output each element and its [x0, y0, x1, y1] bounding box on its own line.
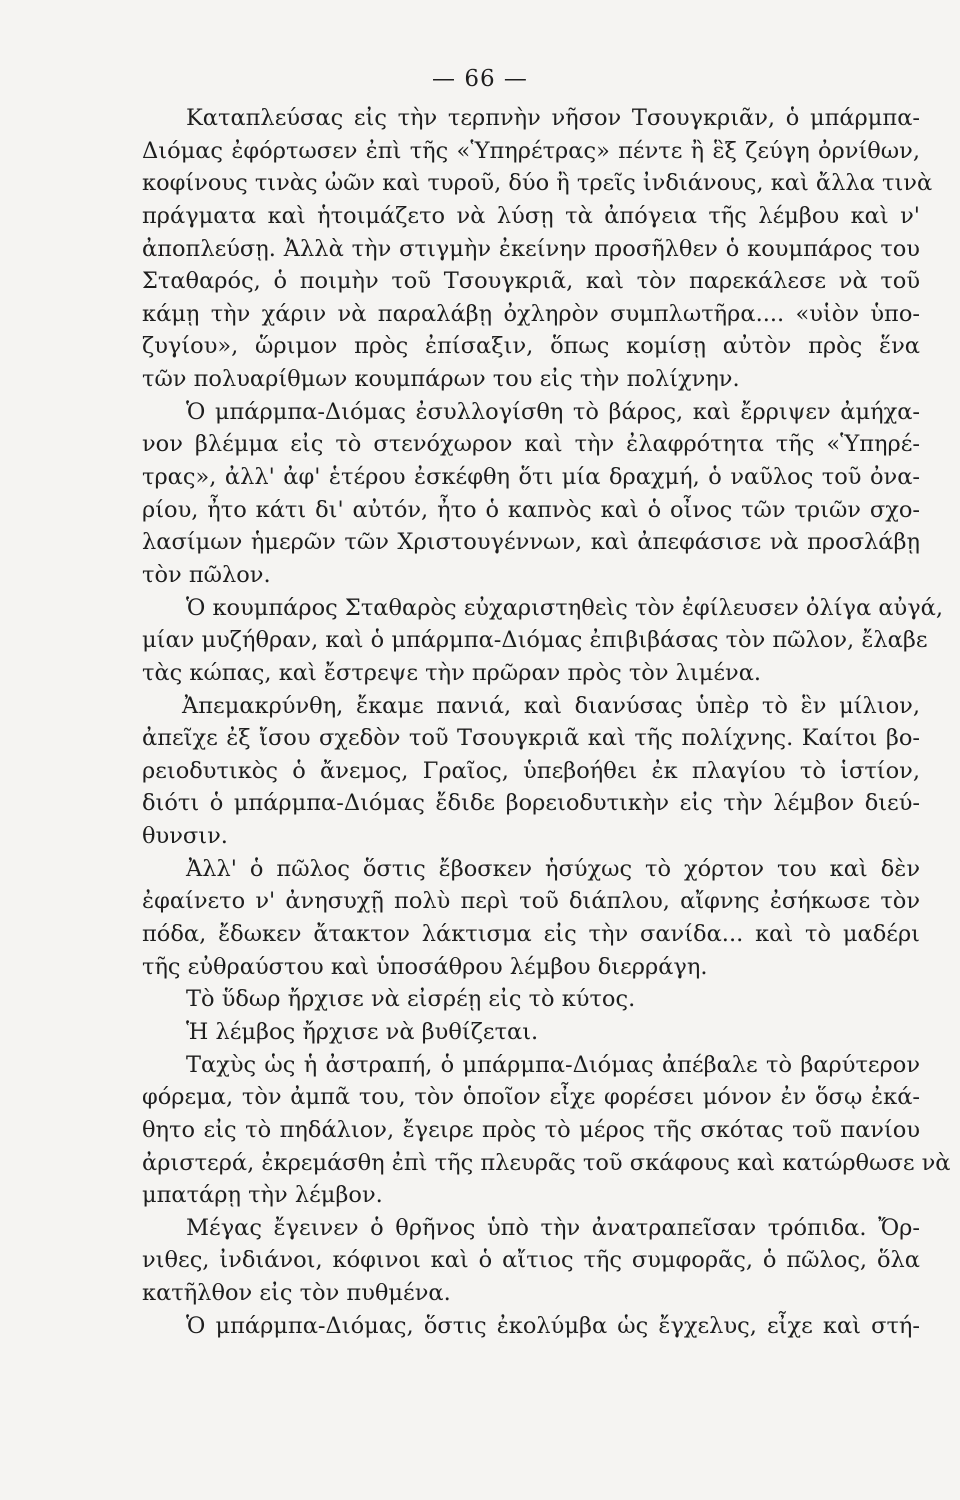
text-line: κάμῃ τὴν χάριν νὰ παραλάβῃ ὀχληρὸν συμπλωτῆρα.... «υἱὸν ὑπο- — [142, 300, 920, 327]
text-line: κοφίνους τινὰς ὠῶν καὶ τυροῦ, δύο ἢ τρεῖς ἰνδιάνους, καὶ ἄλλα τινὰ — [142, 170, 933, 197]
text-line: φόρεμα, τὸν ἀμπᾶ του, τὸν ὁποῖον εἶχε φορέσει μόνον ἐν ὅσῳ ἐκά- — [142, 1084, 920, 1111]
text-line: μίαν μυζήθραν, καὶ ὁ μπάρμπα-Διόμας ἐπιβιβάσας τὸν πῶλον, ἔλαβε — [142, 627, 928, 654]
text-line: νιθες, ἰνδιάνοι, κόφινοι καὶ ὁ αἴτιος τῆς συμφορᾶς, ὁ πῶλος, ὅλα — [142, 1247, 920, 1274]
text-line: Διόμας ἐφόρτωσεν ἐπὶ τῆς «Ὑπηρέτρας» πέντε ἢ ἓξ ζεύγη ὀρνίθων, — [142, 137, 920, 164]
text-line: ἀπεῖχε ἐξ ἴσου σχεδὸν τοῦ Τσουγκριᾶ καὶ τῆς πολίχνης. Καίτοι βο- — [142, 725, 920, 752]
text-line: τὸν πῶλον. — [142, 561, 271, 588]
body-text — [142, 102, 951, 1342]
text-line: ρειοδυτικὸς ὁ ἄνεμος, Γραῖος, ὑπεβοήθει ἐκ πλαγίου τὸ ἱστίον, — [142, 757, 920, 784]
text-line: Ταχὺς ὡς ἡ ἀστραπή, ὁ μπάρμπα-Διόμας ἀπέβαλε τὸ βαρύτερον — [186, 1051, 920, 1078]
text-line: πόδα, ἔδωκεν ἄτακτον λάκτισμα εἰς τὴν σανίδα... καὶ τὸ μαδέρι — [142, 921, 920, 948]
text-line: Ἡ λέμβος ἤρχισε νὰ βυθίζεται. — [186, 1018, 539, 1045]
text-line: διότι ὁ μπάρμπα-Διόμας ἔδιδε βορειοδυτικὴν εἰς τὴν λέμβον διεύ- — [142, 790, 920, 817]
text-line: θυνσιν. — [142, 823, 228, 850]
text-line: λασίμων ἡμερῶν τῶν Χριστουγέννων, καὶ ἀπεφάσισε νὰ προσλάβῃ — [142, 529, 920, 556]
text-line: ἀριστερά, ἐκρεμάσθη ἐπὶ τῆς πλευρᾶς τοῦ σκάφους καὶ κατώρθωσε νὰ — [142, 1149, 951, 1176]
text-line: Τὸ ὕδωρ ἤρχισε νὰ εἰσρέῃ εἰς τὸ κύτος. — [186, 986, 636, 1013]
text-line: τὰς κώπας, καὶ ἔστρεψε τὴν πρῶραν πρὸς τὸν λιμένα. — [142, 659, 762, 686]
text-line: Ὁ μπάρμπα-Διόμας ἐσυλλογίσθη τὸ βάρος, καὶ ἔρριψεν ἀμήχα- — [186, 398, 920, 425]
text-line: ρίου, ἦτο κάτι δι' αὐτόν, ἦτο ὁ καπνὸς καὶ ὁ οἶνος τῶν τριῶν σχο- — [142, 496, 920, 523]
text-line: Ὁ μπάρμπα-Διόμας, ὅστις ἐκολύμβα ὡς ἔγχελυς, εἶχε καὶ στή- — [186, 1312, 920, 1339]
text-line: τῆς εὐθραύστου καὶ ὑποσάθρου λέμβου διερράγη. — [142, 953, 708, 980]
text-line: νον βλέμμα εἰς τὸ στενόχωρον καὶ τὴν ἐλαφρότητα τῆς «Ὑπηρέ- — [142, 431, 920, 458]
text-line: Μέγας ἔγεινεν ὁ θρῆνος ὑπὸ τὴν ἀνατραπεῖσαν τρόπιδα. Ὄρ- — [186, 1214, 920, 1241]
text-line: ἐφαίνετο ν' ἀνησυχῇ πολὺ περὶ τοῦ διάπλου, αἴφνης ἐσήκωσε τὸν — [142, 888, 920, 915]
text-line: πράγματα καὶ ἡτοιμάζετο νὰ λύσῃ τὰ ἀπόγεια τῆς λέμβου καὶ ν' — [142, 202, 920, 229]
text-line: ζυγίου», ὥριμον πρὸς ἐπίσαξιν, ὅπως κομίσῃ αὐτὸν πρὸς ἕνα — [142, 333, 920, 360]
text-line: Ἀπεμακρύνθη, ἔκαμε πανιά, καὶ διανύσας ὑπὲρ τὸ ἓν μίλιον, — [182, 692, 920, 719]
text-line: ἀποπλεύσῃ. Ἀλλὰ τὴν στιγμὴν ἐκείνην προσῆλθεν ὁ κουμπάρος του — [142, 235, 920, 262]
text-line: κατῆλθον εἰς τὸν πυθμένα. — [142, 1280, 451, 1307]
text-line: μπατάρῃ τὴν λέμβον. — [142, 1182, 383, 1209]
text-line: θητο εἰς τὸ πηδάλιον, ἔγειρε πρὸς τὸ μέρος τῆς σκότας τοῦ πανίου — [142, 1116, 920, 1143]
text-line: τῶν πολυαρίθμων κουμπάρων του εἰς τὴν πολίχνην. — [142, 366, 740, 393]
text-line: Ὁ κουμπάρος Σταθαρὸς εὐχαριστηθεὶς τὸν ἐφίλευσεν ὀλίγα αὐγά, — [186, 594, 944, 621]
page-number: — 66 — — [432, 66, 528, 92]
text-line: τρας», ἀλλ' ἀφ' ἑτέρου ἐσκέφθη ὅτι μία δραχμή, ὁ ναῦλος τοῦ ὀνα- — [142, 464, 920, 491]
text-line: Σταθαρός, ὁ ποιμὴν τοῦ Τσουγκριᾶ, καὶ τὸν παρεκάλεσε νὰ τοῦ — [142, 268, 920, 295]
text-line: Καταπλεύσας εἰς τὴν τερπνὴν νῆσον Τσουγκριᾶν, ὁ μπάρμπα- — [186, 105, 920, 131]
text-line: Ἀλλ' ὁ πῶλος ὅστις ἔβοσκεν ἡσύχως τὸ χόρτον του καὶ δὲν — [186, 855, 920, 882]
